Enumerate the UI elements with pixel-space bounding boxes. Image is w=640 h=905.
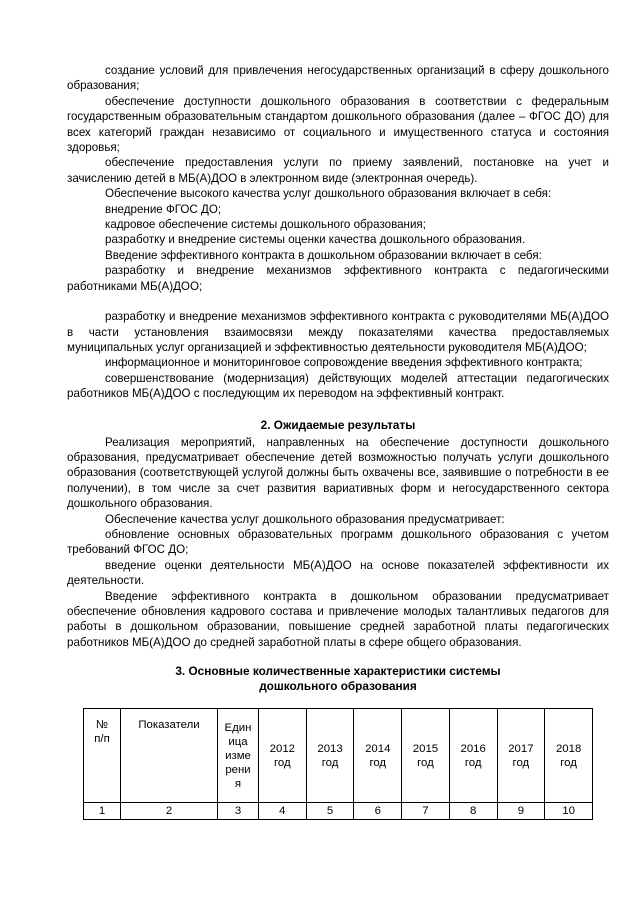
table-cell: 4 xyxy=(259,803,307,820)
table-cell: 10 xyxy=(545,803,593,820)
header-cell-indicators: Показатели xyxy=(121,709,218,803)
paragraph: Введение эффективного контракта в дошкольном образовании включает в себя: xyxy=(105,248,542,262)
paragraph: обеспечение предоставления услуги по приему заявлений, постановке на учет и зачислению детей в МБ(А)ДОО в электронном виде (электронная очередь). xyxy=(67,156,609,185)
section-3-title-line-2: дошкольного образования xyxy=(259,679,417,694)
indicators-table xyxy=(83,708,593,820)
paragraph: совершенствование (модернизация) действующих моделей аттестации педагогических работников МБ(А)ДОО с последующим их переводом на эффективный контракт. xyxy=(67,371,609,401)
paragraph: Обеспечение высокого качества услуг дошкольного образования включает в себя: xyxy=(105,187,552,201)
paragraph: Обеспечение качества услуг дошкольного образования предусматривает: xyxy=(105,512,505,526)
table-cell: 5 xyxy=(306,803,354,820)
header-cell-year: 2015 год xyxy=(402,709,450,803)
table-cell: 7 xyxy=(402,803,450,820)
header-cell-year: 2017 год xyxy=(497,709,545,803)
table-cell: 3 xyxy=(218,803,259,820)
paragraph: Введение эффективного контракта в дошкольном образовании предусматривает обеспечение обновления кадрового состава и привлечение молодых талантливых педагогов для работы в дошкольном образовании, повышение средней заработной платы педагогических работников МБ(А)ДОО до средней заработной платы в сфере общего образования. xyxy=(67,589,609,649)
paragraph: разработку и внедрение системы оценки качества дошкольного образования. xyxy=(105,233,526,247)
section-3-title xyxy=(67,664,609,694)
paragraph: информационное и мониторинговое сопровождение введения эффективного контракта; xyxy=(105,356,583,370)
section-2-title: 2. Ожидаемые результаты xyxy=(260,417,416,432)
paragraph: обеспечение доступности дошкольного образования в соответствии с федеральным государственным образовательным стандартом дошкольного образования (далее – ФГОС ДО) для всех категорий граждан независимо от социального и имущественного статуса и состояния здоровья; xyxy=(67,94,609,155)
paragraph: введение оценки деятельности МБ(А)ДОО на основе показателей эффективности их деятельности. xyxy=(67,558,609,588)
table-row xyxy=(84,803,593,820)
table-cell: 8 xyxy=(449,803,497,820)
table-cell: 9 xyxy=(497,803,545,820)
header-cell-year: 2014 год xyxy=(354,709,402,803)
paragraph: создание условий для привлечения негосударственных организаций в сферу дошкольного образования; xyxy=(67,64,609,93)
document-page xyxy=(67,63,609,820)
paragraph: внедрение ФГОС ДО; xyxy=(105,202,222,216)
table-header-row xyxy=(84,709,593,803)
header-cell-year: 2018 год xyxy=(545,709,593,803)
paragraph: разработку и внедрение механизмов эффективного контракта с руководителями МБ(А)ДОО в части установления взаимосвязи между показателями качества предоставляемых муниципальных услуг организацией и эффективностью деятельности руководителя МБ(А)ДОО; xyxy=(67,310,609,354)
section-3-title-line-1: 3. Основные количественные характеристики системы xyxy=(175,664,501,679)
header-cell-number: № п/п xyxy=(84,709,121,803)
header-cell-unit: Един ица изме рени я xyxy=(218,709,259,803)
header-cell-year: 2013 год xyxy=(306,709,354,803)
paragraph: обновление основных образовательных программ дошкольного образования с учетом требований ФГОС ДО; xyxy=(67,527,609,557)
header-cell-year: 2012 год xyxy=(259,709,307,803)
paragraph: Реализация мероприятий, направленных на обеспечение доступности дошкольного образования, предусматривает обеспечение детей возможностью получать услуги дошкольного образования (соответствующей услугой должны быть охвачены все, заявившие о потребности в ее получении), в том числе за счет развития вариативных форм и негосударственного сектора дошкольного образования. xyxy=(67,435,609,511)
table-cell: 1 xyxy=(84,803,121,820)
paragraph: кадровое обеспечение системы дошкольного образования; xyxy=(105,218,426,232)
header-cell-year: 2016 год xyxy=(449,709,497,803)
table-cell: 6 xyxy=(354,803,402,820)
table-cell: 2 xyxy=(121,803,218,820)
paragraph: разработку и внедрение механизмов эффективного контракта с педагогическими работниками МБ(А)ДОО; xyxy=(67,264,609,293)
